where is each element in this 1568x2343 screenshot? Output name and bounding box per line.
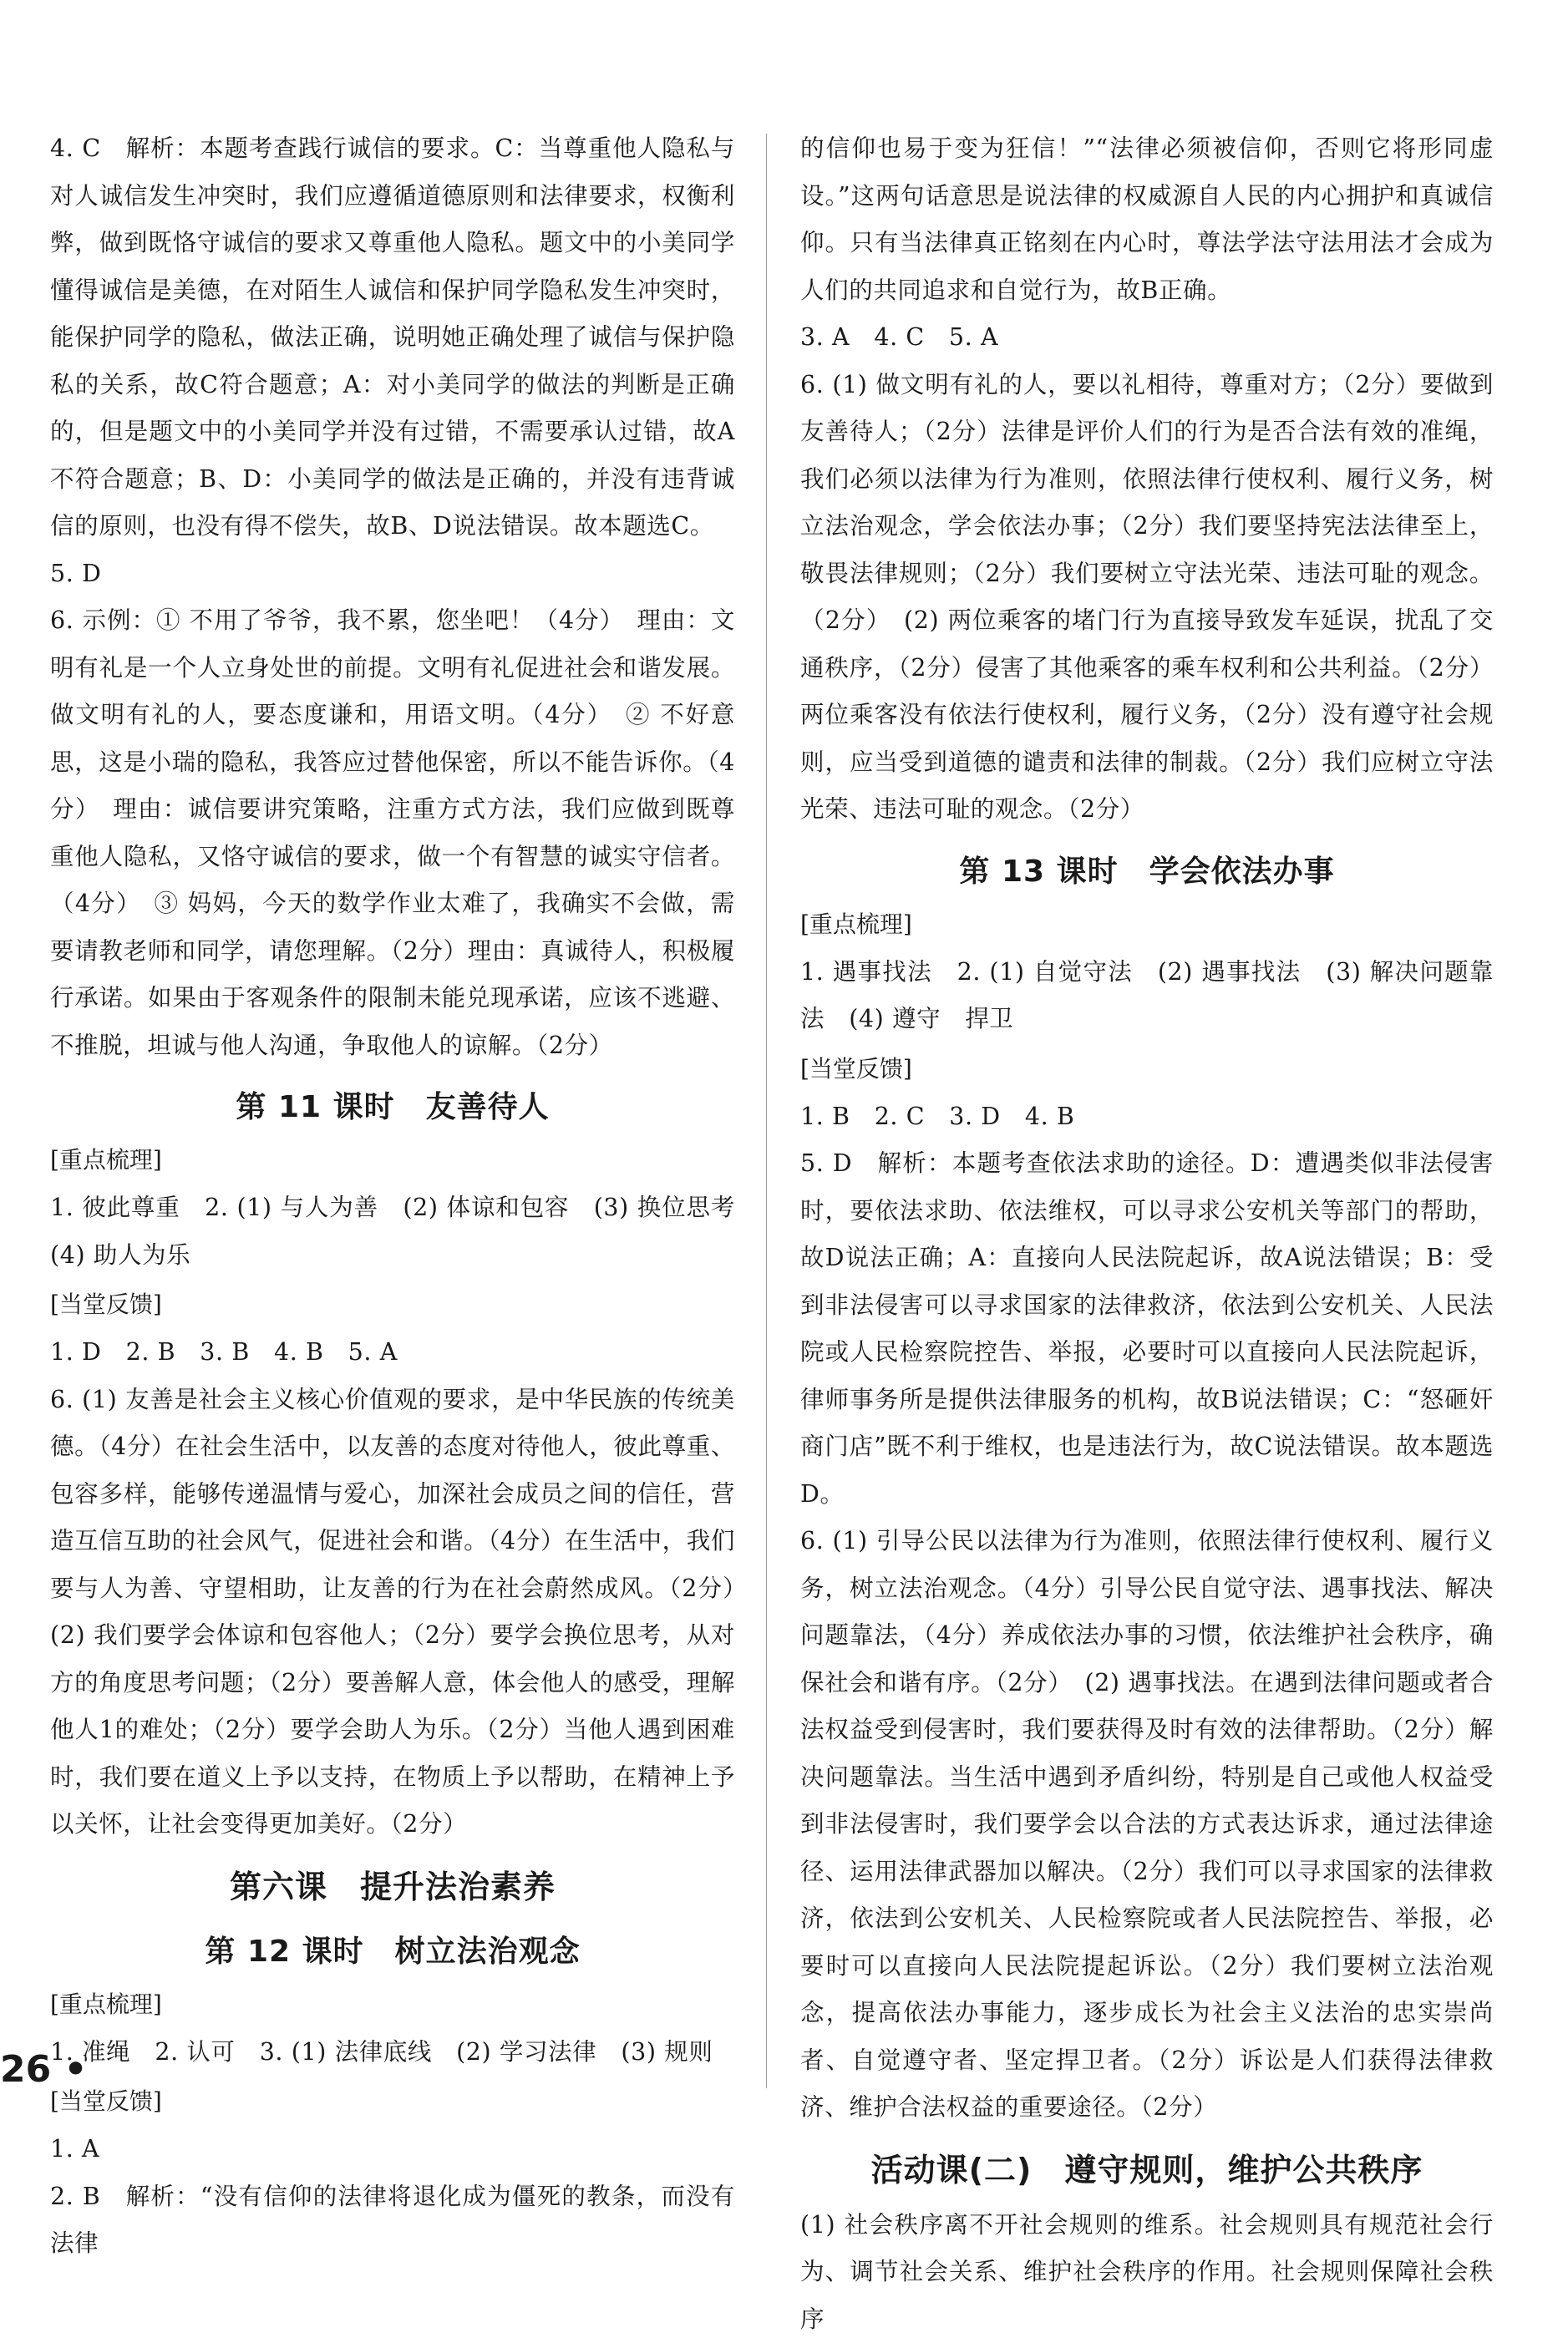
section-tag: [当堂反馈] <box>800 1048 1494 1090</box>
answer-paragraph: 1. 彼此尊重 2. (1) 与人为善 (2) 体谅和包容 (3) 换位思考 (4) 助人为乐 <box>50 1184 735 1279</box>
answer-paragraph: 2. B 解析：“没有信仰的法律将退化成为僵死的教条，而没有法律 <box>50 2173 735 2268</box>
left-column <box>50 125 735 2268</box>
answer-paragraph: 1. B 2. C 3. D 4. B <box>800 1093 1494 1141</box>
answer-paragraph: 5. D <box>50 550 735 598</box>
answer-paragraph: 6. (1) 友善是社会主义核心价值观的要求，是中华民族的传统美德。（4分）在社会生活中，以友善的态度对待他人，彼此尊重、包容多样，能够传递温情与爱心，加深社会成员之间的信任，营造互信互助的社会风气，促进社会和谐。（4分）在生活中，我们要与人为善、守望相助，让友善的行为在社会蔚然成风。（2分） (2) 我们要学会体谅和包容他人；（2分）要学会换位思考，从对方的角度思考问题；（2分）要善解人意，体会他人的感受，理解他人1的难处；（2分）要学会助人为乐。（2分）当他人遇到困难时，我们要在道义上予以支持，在物质上予以帮助，在精神上予以关怀，让社会变得更加美好。（2分） <box>50 1377 735 1849</box>
answer-paragraph: 4. C 解析：本题考查践行诚信的要求。C：当尊重他人隐私与对人诚信发生冲突时，我们应遵循道德原则和法律要求，权衡利弊，做到既恪守诚信的要求又尊重他人隐私。题文中的小美同学懂得诚信是美德，在对陌生人诚信和保护同学隐私发生冲突时，能保护同学的隐私，做法正确，说明她正确处理了诚信与保护隐私的关系，故C符合题意；A：对小美同学的做法的判断是正确的，但是题文中的小美同学并没有过错，不需要承认过错，故A不符合题意；B、D：小美同学的做法是正确的，并没有违背诚信的原则，也没有得不偿失，故B、D说法错误。故本题选C。 <box>50 125 735 550</box>
answer-paragraph: 1. A <box>50 2126 735 2173</box>
section-tag: [当堂反馈] <box>50 2081 735 2122</box>
answer-paragraph: 6. (1) 做文明有礼的人，要以礼相待，尊重对方；（2分）要做到友善待人；（2分）法律是评价人们的行为是否合法有效的准绳，我们必须以法律为行为准则，依照法律行使权利、履行义务，树立法治观念，学会依法办事；（2分）我们要坚持宪法法律至上，敬畏法律规则；（2分）我们要树立守法光荣、违法可耻的观念。（2分） (2) 两位乘客的堵门行为直接导致发车延误，扰乱了交通秩序，（2分）侵害了其他乘客的乘车权利和公共利益。（2分）两位乘客没有依法行使权利，履行义务，（2分）没有遵守社会规则，应当受到道德的谴责和法律的制裁。（2分）我们应树立守法光荣、违法可耻的观念。（2分） <box>800 362 1494 834</box>
answer-paragraph: 1. 遇事找法 2. (1) 自觉守法 (2) 遇事找法 (3) 解决问题靠法 (4) 遵守 捍卫 <box>800 949 1494 1043</box>
answer-paragraph: 6. (1) 引导公民以法律为行为准则，依照法律行使权利、履行义务，树立法治观念。（4分）引导公民自觉守法、遇事找法、解决问题靠法，（4分）养成依法办事的习惯，依法维护社会秩序，确保社会和谐有序。（2分） (2) 遇事找法。在遇到法律问题或者合法权益受到侵害时，我们要获得及时有效的法律帮助。（2分）解决问题靠法。当生活中遇到矛盾纠纷，特别是自己或他人权益受到非法侵害时，我们要学会以合法的方式表达诉求，通过法律途径、运用法律武器加以解决。（2分）我们可以寻求国家的法律救济，依法到公安机关、人民检察院或者人民法院控告、举报，必要时可以直接向人民法院提起诉讼。（2分）我们要树立法治观念，提高依法办事能力，逐步成长为社会主义法治的忠实崇尚者、自觉遵守者、坚定捍卫者。（2分）诉讼是人们获得法律救济、维护合法权益的重要途径。（2分） <box>800 1518 1494 2132</box>
answer-paragraph: 1. D 2. B 3. B 4. B 5. A <box>50 1329 735 1377</box>
answer-paragraph: 5. D 解析：本题考查依法求助的途径。D：遭遇类似非法侵害时，要依法求助、依法维权，可以寻求公安机关等部门的帮助，故D说法正确；A：直接向人民法院起诉，故A说法错误；B：受到非法侵害可以寻求国家的法律救济，依法到公安机关、人民法院或人民检察院控告、举报，必要时可以直接向人民法院起诉，律师事务所是提供法律服务的机构，故B说法错误；C：“怒砸奸商门店”既不利于维权，也是违法行为，故C说法错误。故本题选D。 <box>800 1140 1494 1518</box>
section-tag: [重点梳理] <box>50 1139 735 1181</box>
lesson-title: 第 13 课时 学会依法办事 <box>800 845 1494 899</box>
lesson-title: 第 11 课时 友善待人 <box>50 1081 735 1134</box>
answer-paragraph: 的信仰也易于变为狂信！”“法律必须被信仰，否则它将形同虚设。”这两句话意思是说法律的权威源自人民的内心拥护和真诚信仰。只有当法律真正铭刻在内心时，尊法学法守法用法才会成为人们的共同追求和自觉行为，故B正确。 <box>800 125 1494 314</box>
section-tag: [重点梳理] <box>800 904 1494 946</box>
answer-paragraph: 1. 准绳 2. 认可 3. (1) 法律底线 (2) 学习法律 (3) 规则 <box>50 2029 735 2077</box>
unit-title: 第六课 提升法治素养 <box>50 1860 735 1914</box>
answer-paragraph: 3. A 4. C 5. A <box>800 314 1494 362</box>
page-number: 26 • <box>0 2048 88 2091</box>
section-tag: [当堂反馈] <box>50 1284 735 1326</box>
section-tag: [重点梳理] <box>50 1984 735 2026</box>
activity-title: 活动课(二) 遵守规则，维护公共秩序 <box>800 2143 1494 2197</box>
right-column <box>800 125 1494 2343</box>
answer-paragraph: (1) 社会秩序离不开社会规则的维系。社会规则具有规范社会行为、调节社会关系、维护社会秩序的作用。社会规则保障社会秩序 <box>800 2202 1494 2343</box>
answer-paragraph: 6. 示例：① 不用了爷爷，我不累，您坐吧！（4分） 理由：文明有礼是一个人立身处世的前提。文明有礼促进社会和谐发展。做文明有礼的人，要态度谦和，用语文明。（4分） ② 不好意思，这是小瑞的隐私，我答应过替他保密，所以不能告诉你。（4分） 理由：诚信要讲究策略，注重方式方法，我们应做到既尊重他人隐私，又恪守诚信的要求，做一个有智慧的诚实守信者。（4分） ③ 妈妈，今天的数学作业太难了，我确实不会做，需要请教老师和同学，请您理解。（2分）理由：真诚待人，积极履行承诺。如果由于客观条件的限制未能兑现承诺，应该不逃避、不推脱，坦诚与他人沟通，争取他人的谅解。（2分） <box>50 597 735 1069</box>
lesson-title: 第 12 课时 树立法治观念 <box>50 1925 735 1979</box>
column-divider <box>766 134 767 2088</box>
